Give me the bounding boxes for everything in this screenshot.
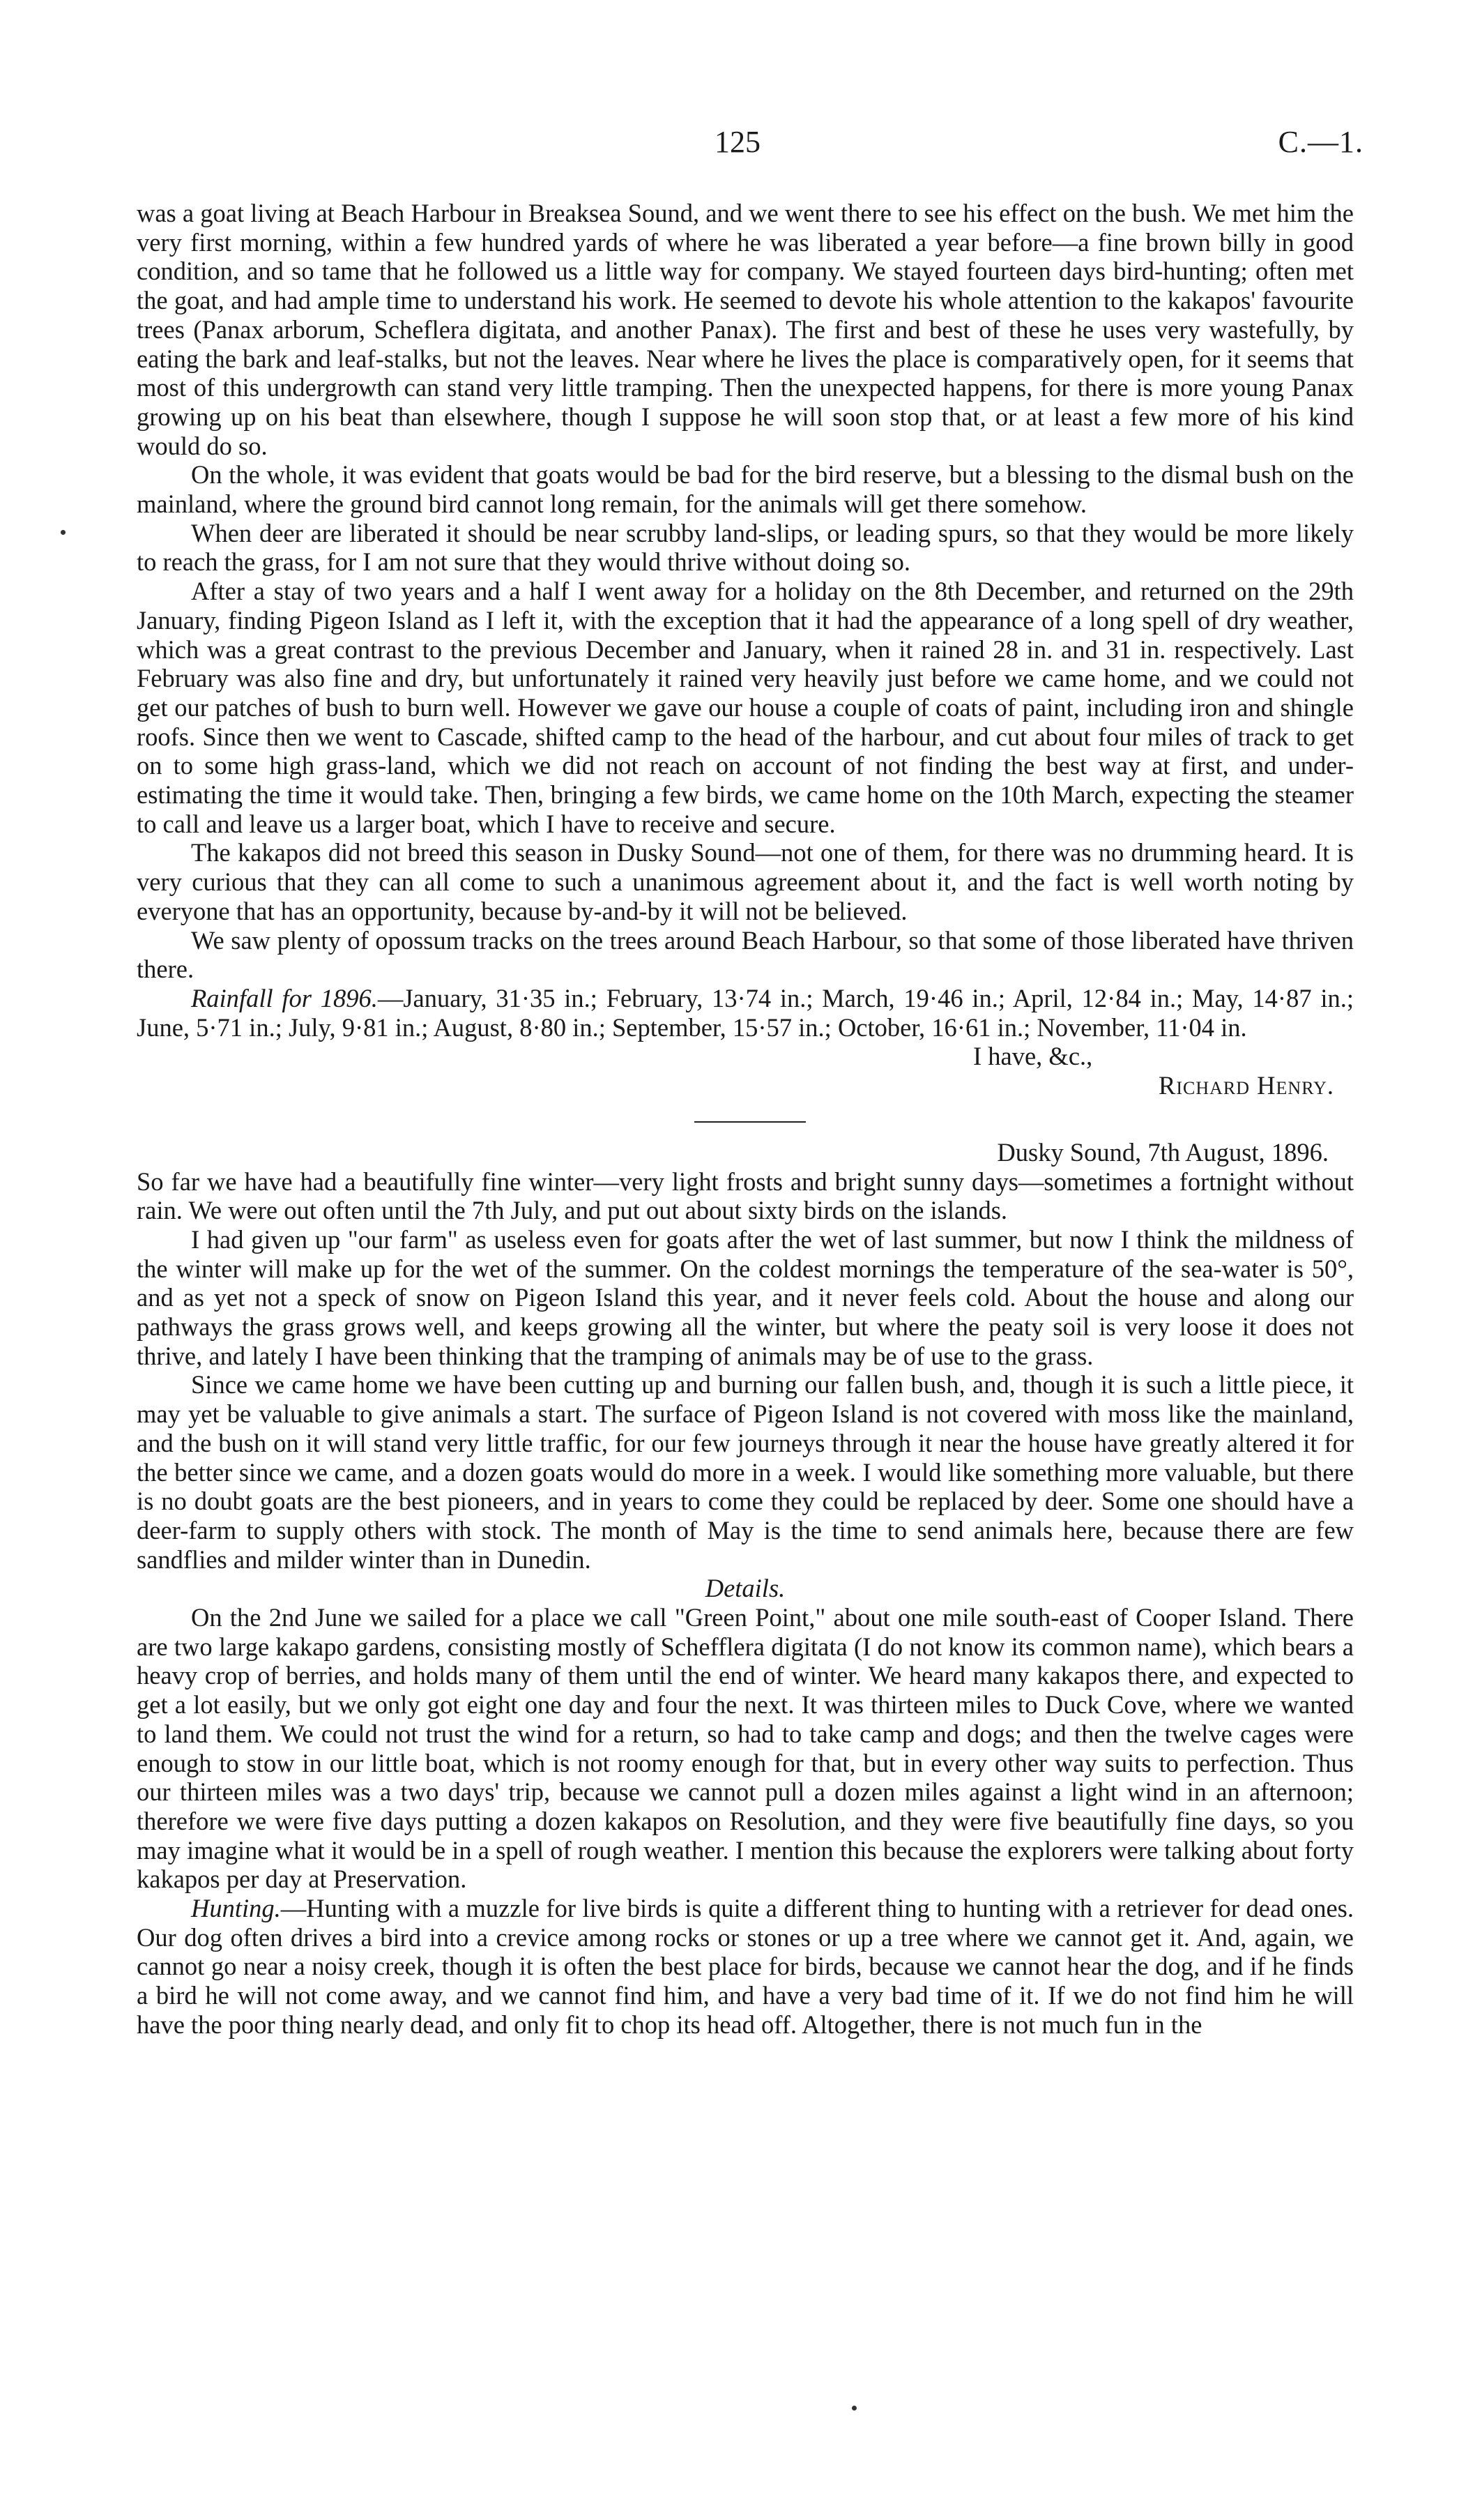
hunting-label: Hunting.: [191, 1894, 281, 1923]
paragraph-hunting: [137, 1894, 1354, 2040]
margin-speck: [61, 530, 66, 535]
body-text: [137, 199, 1354, 2040]
paragraph-our-farm: I had given up "our farm" as useless even for goats after the wet of last summer, but now I think the mildness of the winter will make up for the wet of the summer. On the coldest mornings the temperature of the sea-water is 50°, and as yet not a speck of snow on Pigeon Island this year, and it never feels cold. About the house and along our pathways the grass grows well, and keeps growing all the winter, but where the peaty soil is very loose it does not thrive, and lately I have been thinking that the tramping of animals may be of use to the grass.: [137, 1224, 1354, 1370]
paragraph-kakapos-breeding: The kakapos did not breed this season in Dusky Sound—not one of them, for there was no drumming heard. It is very curious that they can all come to such a unanimous agreement about it, and the fact is well worth noting by everyone that has an opportunity, because by-and-by it will not be believed.: [137, 838, 1354, 925]
page-header: [0, 124, 1482, 166]
rainfall-values: —January, 31·35 in.; February, 13·74 in.; March, 19·46 in.; April, 12·84 in.; May, 14·87 in.; June, 5·71 in.; July, 9·81 in.; August, 8·80 in.; September, 15·57 in.; October, 16·61 in.; November, 11·04 in.: [137, 983, 1354, 1042]
paragraph-fallen-bush: Since we came home we have been cutting up and burning our fallen bush, and, though it is such a little piece, it may yet be valuable to give animals a start. The surface of Pigeon Island is not covered with moss like the mainland, and the bush on it will stand very little traffic, for our few journeys through it near the house have greatly altered it for the better since we came, and a dozen goats would do more in a week. I would like something more valuable, but there is no doubt goats are the best pioneers, and in years to come they could be replaced by deer. Some one should have a deer-farm to supply others with stock. The month of May is the time to send animals here, because there are few sandflies and milder winter than in Dunedin.: [137, 1370, 1354, 1574]
hunting-text: —Hunting with a muzzle for live birds is quite a different thing to hunting with a retriever for dead ones. Our dog often drives a bird into a crevice among rocks or stones or up a tree where we cannot get it. And, again, we cannot go near a noisy creek, though it is often the best place for birds, because we cannot hear the dog, and if he finds a bird he will not come away, and we cannot find him, and have a very bad time of it. If we do not find him he will have the poor thing nearly dead, and only fit to chop its head off. Altogether, there is not much fun in the: [137, 1894, 1354, 2039]
page-number: 125: [715, 125, 761, 159]
paragraph-fine-winter: So far we have had a beautifully fine winter—very light frosts and bright sunny days—sometimes a fortnight without rain. We were out often until the 7th July, and put out about sixty birds on the islands.: [137, 1167, 1354, 1225]
paragraph-rainfall: [137, 984, 1354, 1042]
paragraph-goat-continuation: was a goat living at Beach Harbour in Breaksea Sound, and we went there to see his effect on the bush. We met him the very first morning, within a few hundred yards of where he was liberated a year before—a fine brown billy in good condition, and so tame that he followed us a little way for company. We stayed fourteen days bird-hunting; often met the goat, and had ample time to understand his work. He seemed to devote his whole attention to the kakapos' favourite trees (Panax arborum, Scheflera digitata, and another Panax). The first and best of these he uses very wastefully, by eating the bark and leaf-stalks, but not the leaves. Near where he lives the place is comparatively open, for it seems that most of this undergrowth can stand very little tramping. Then the unexpected happens, for there is more young Panax growing up on his beat than elsewhere, though I suppose he will soon stop that, or at least a few more of his kind would do so.: [137, 199, 1354, 460]
signature: Richard Henry.: [1159, 1071, 1334, 1100]
rainfall-label: Rainfall for 1896.: [191, 983, 378, 1012]
paragraph-deer: When deer are liberated it should be near scrubby land-slips, or leading spurs, so that they would be more likely to reach the grass, for I am not sure that they would thrive without doing so.: [137, 518, 1354, 577]
paragraph-green-point: On the 2nd June we sailed for a place we call "Green Point," about one mile south-east of Cooper Island. There are two large kakapo gardens, consisting mostly of Schefflera digitata (I do not know its common name), which bears a heavy crop of berries, and holds many of them until the end of winter. We heard many kakapos there, and expected to get a lot easily, but we only got eight one day and four the next. It was thirteen miles to Duck Cove, where we wanted to land them. We could not trust the wind for a return, so had to take camp and dogs; and then the twelve cages were enough to stow in our little boat, which is not roomy enough for that, but in every other way suits to perfection. Thus our thirteen miles was a two days' trip, because we cannot pull a dozen miles against a light wind in an afternoon; therefore we were five days putting a dozen kakapos on Resolution, and they were five beautifully fine days, so you may imagine what it would be in a spell of rough weather. I mention this because the explorers were talking about forty kakapos per day at Preservation.: [137, 1603, 1354, 1894]
paragraph-opossum: We saw plenty of opossum tracks on the trees around Beach Harbour, so that some of those liberated have thriven there.: [137, 925, 1354, 984]
dateline: Dusky Sound, 7th August, 1896.: [997, 1137, 1329, 1167]
paragraph-holiday: After a stay of two years and a half I went away for a holiday on the 8th December, and returned on the 29th January, finding Pigeon Island as I left it, with the exception that it had the appearance of a long spell of dry weather, which was a great contrast to the previous December and January, when it rained 28 in. and 31 in. respectively. Last February was also fine and dry, but unfortunately it rained very heavily just before we came home, and we could not get our patches of bush to burn well. However we gave our house a couple of coats of paint, including iron and shingle roofs. Since then we went to Cascade, shifted camp to the head of the harbour, and cut about four miles of track to get on to some high grass-land, which we did not reach on account of not finding the best way at first, and under-estimating the time it would take. Then, bringing a few birds, we came home on the 10th March, expecting the steamer to call and leave us a larger boat, which I have to receive and secure.: [137, 577, 1354, 838]
paragraph-on-the-whole: On the whole, it was evident that goats would be bad for the bird reserve, but a blessing to the dismal bush on the mainland, where the ground bird cannot long remain, for the animals will get there somehow.: [137, 460, 1354, 519]
series-code: C.—1.: [1278, 125, 1363, 159]
footer-speck: [852, 2406, 857, 2411]
section-divider: [137, 1100, 1354, 1138]
closing-salutation: I have, &c.,: [973, 1042, 1093, 1071]
details-heading: Details.: [705, 1574, 786, 1603]
divider-rule: [694, 1121, 806, 1123]
